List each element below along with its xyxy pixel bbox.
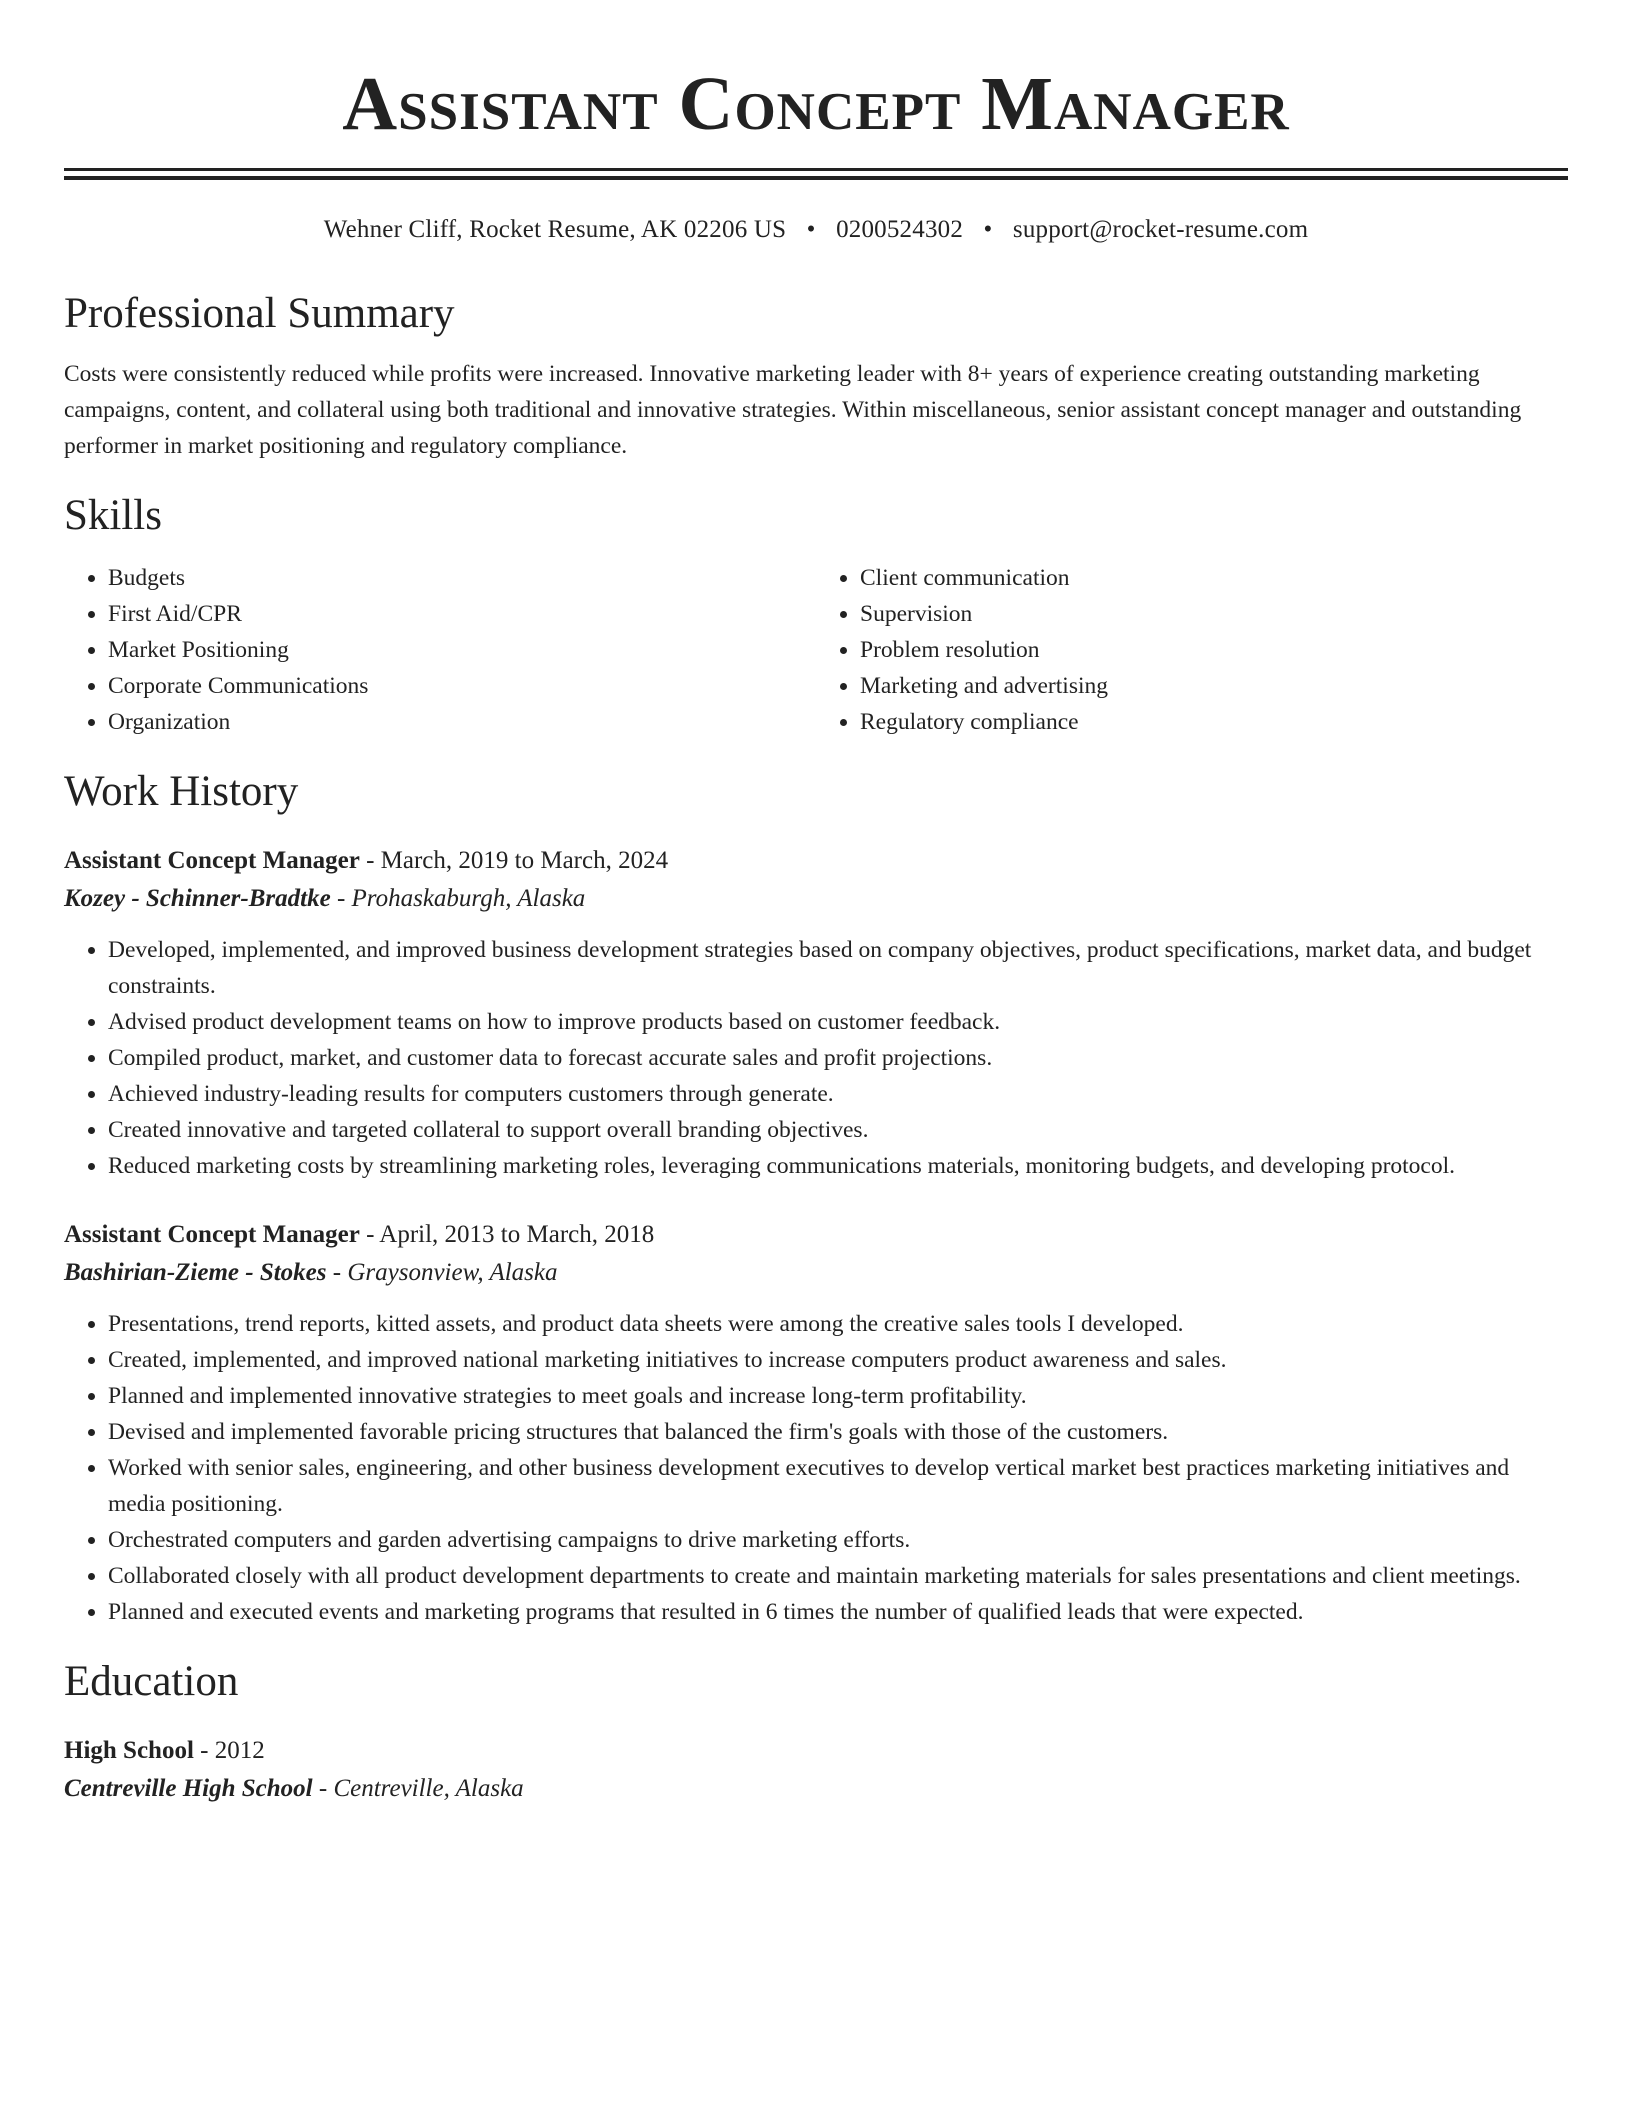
job-duty: • Created innovative and targeted collateral to support overall branding objectives. (108, 1112, 1568, 1148)
skills-heading: Skills (64, 492, 162, 539)
skill-item: • Market Positioning (108, 632, 816, 668)
skill-item: • Supervision (860, 596, 1568, 632)
summary-text: Costs were consistently reduced while profits were increased. Innovative marketing leader with 8+ years of experience creating outstanding marketing campaigns, content, and collateral using both traditional and innovative strategies. Within miscellaneous, senior assistant concept manager and outstanding performer in market positioning and regulatory compliance. (64, 361, 1522, 459)
contact-info (64, 214, 1568, 246)
skill-item: • Corporate Communications (108, 668, 816, 704)
job-duty: • Advised product development teams on how to improve products based on customer feedback. (108, 1004, 1568, 1040)
skill-item: • Client communication (860, 560, 1568, 596)
job-duty: • Planned and implemented innovative strategies to meet goals and increase long-term profitability. (108, 1378, 1568, 1414)
job-duty: • Developed, implemented, and improved business development strategies based on company objectives, product specifications, market data, and budget constraints. (108, 932, 1568, 1004)
job-duty: • Worked with senior sales, engineering, and other business development executives to develop vertical market best practices marketing initiatives and media positioning. (108, 1450, 1568, 1522)
education-entry (64, 1732, 1568, 1808)
job-location: - Prohaskaburgh, Alaska (330, 885, 586, 912)
education-year: - 2012 (193, 1737, 265, 1764)
skill-item: • Organization (108, 704, 816, 740)
skill-item: • Regulatory compliance (860, 704, 1568, 740)
skill-item: • Marketing and advertising (860, 668, 1568, 704)
job-duty: • Devised and implemented favorable pricing structures that balanced the firm's goals with those of the customers. (108, 1414, 1568, 1450)
resume-title: Assistant Concept Manager (342, 62, 1290, 146)
job-duty: • Achieved industry-leading results for computers customers through generate. (108, 1076, 1568, 1112)
job-duty: • Reduced marketing costs by streamlining marketing roles, leveraging communications materials, monitoring budgets, and developing protocol. (108, 1148, 1568, 1184)
job-duties (64, 1306, 1568, 1630)
skills-column-left (64, 560, 816, 740)
work-history-heading: Work History (64, 768, 299, 815)
job-header (64, 1216, 1568, 1254)
contact-separator: • (983, 216, 993, 243)
job-duty: • Compiled product, market, and customer data to forecast accurate sales and profit projections. (108, 1040, 1568, 1076)
job-entry (64, 842, 1568, 1184)
title-divider-top (64, 168, 1568, 171)
skill-item: • Budgets (108, 560, 816, 596)
skill-item: • Problem resolution (860, 632, 1568, 668)
job-company: Bashirian-Zieme - Stokes (64, 1259, 327, 1286)
contact-address: Wehner Cliff, Rocket Resume, AK 02206 US (323, 216, 787, 243)
education-degree: High School (64, 1737, 194, 1764)
job-role: Assistant Concept Manager (64, 1221, 360, 1248)
job-dates: - April, 2013 to March, 2018 (359, 1221, 655, 1248)
skill-item: • First Aid/CPR (108, 596, 816, 632)
contact-phone: 0200524302 (836, 216, 964, 243)
job-entry (64, 1216, 1568, 1630)
job-employer (64, 1254, 1568, 1292)
job-header (64, 842, 1568, 880)
education-school: Centreville High School (64, 1775, 313, 1802)
job-location: - Graysonview, Alaska (326, 1259, 558, 1286)
skills-column-right (816, 560, 1568, 740)
education-school-line (64, 1770, 1568, 1808)
job-duty: • Created, implemented, and improved national marketing initiatives to increase computers product awareness and sales. (108, 1342, 1568, 1378)
skills-list (64, 560, 1568, 740)
job-employer (64, 880, 1568, 918)
job-duty: • Collaborated closely with all product development departments to create and maintain marketing materials for sales presentations and client meetings. (108, 1558, 1568, 1594)
contact-separator: • (806, 216, 816, 243)
job-company: Kozey - Schinner-Bradtke (64, 885, 331, 912)
title-divider-bottom (64, 176, 1568, 180)
education-location: - Centreville, Alaska (312, 1775, 524, 1802)
education-heading: Education (64, 1658, 239, 1705)
job-dates: - March, 2019 to March, 2024 (359, 847, 669, 874)
education-header (64, 1732, 1568, 1770)
job-duty: • Orchestrated computers and garden advertising campaigns to drive marketing efforts. (108, 1522, 1568, 1558)
job-duties (64, 932, 1568, 1184)
job-duty: • Planned and executed events and marketing programs that resulted in 6 times the number of qualified leads that were expected. (108, 1594, 1568, 1630)
job-duty: • Presentations, trend reports, kitted assets, and product data sheets were among the creative sales tools I developed. (108, 1306, 1568, 1342)
summary-heading: Professional Summary (64, 290, 455, 337)
job-role: Assistant Concept Manager (64, 847, 360, 874)
contact-email: support@rocket-resume.com (1012, 216, 1309, 243)
